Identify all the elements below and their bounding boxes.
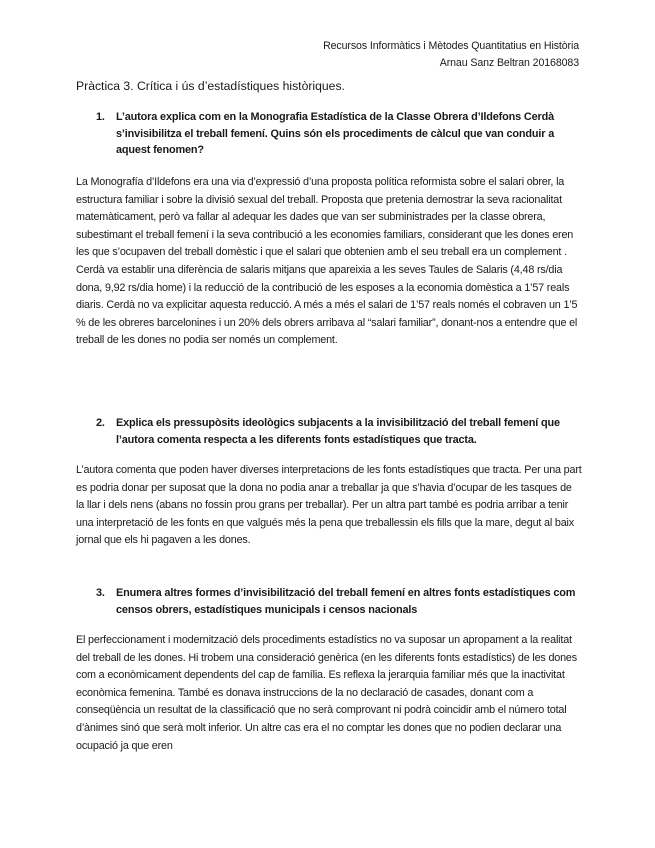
document-header [323, 38, 579, 71]
question-1-text: L’autora explica com en la Monografia Estadística de la Classe Obrera d’Ildefons Cerdà s’invisibilitza el treball femení. Quins són els procediments de càlcul que van conduir a aquest fenomen? [116, 111, 555, 157]
question-3 [96, 585, 582, 618]
question-1-number: 1. [96, 111, 105, 123]
answer-3: El perfeccionament i modernització dels procediments estadístics no va suposar un apropament a la realitat del treball de les dones. Hi trobem una consideració genèrica (en les diferents fonts estadístics) de les dones com a econòmicament dependents del cap de família. Es reflexa la jerarquia familiar més que la inactivitat econòmica femenina. També es donava instruccions de la no declaració de casades, donant com a conseqüència un resultat de la classificació que no serà comprovant ni podrà coincidir amb el número total d’ànimes sinó que serà molt inferior. Un altre cas era el no comptar les dones que no podien declarar una ocupació ja que eren [76, 634, 577, 752]
question-3-number: 3. [96, 587, 105, 599]
answer-2: L’autora comenta que poden haver diverses interpretacions de les fonts estadístiques que tracta. Per una part es podria donar per suposat que la dona no podia anar a treballar ja que s’havia d’ocupar de les tasques de la llar i dels nens (abans no fossin prou grans per treballar). Per un altra part també es podria arribar a tenir una interpretació de les fonts en que valgués més la pena que treballessin els fills que la mare, degut al baix jornal que els hi pagaven a les dones. [76, 464, 582, 547]
question-2 [96, 415, 582, 448]
author-line: Arnau Sanz Beltran 20168083 [439, 56, 579, 69]
answer-1: La Monografía d’Ildefons era una via d’expressió d’una proposta política reformista sobre el salari obrer, la estructura familiar i sobre la divisió sexual del treball. Proposta que pretenia demostrar la seva racionalitat matemàticament, però va fallar al adequar les dades que van ser subministrades per la classe obrera, subestimant el treball femení i la seva contribució a les economies familiars, considerant que les dones eren les que s’ocupaven del treball domèstic i que el salari que obtenien amb el seu treball era un complement . Cerdà va establir una diferència de salaris mitjans que apareixia a les seves Taules de Salaris (4,48 rs/dia dona, 9,92 rs/dia home) i la reducció de la contribució de les esposes a la economia domèstica a 1’57 reals diaris. Cerdà no va explicitar aquesta reducció. A més a més el salari de 1’57 reals només el cobraven un 1’5 % de les obreres barcelonines i un 20% dels obrers arribava al “salari familiar”, donant-nos a entendre que el treball de les dones no podia ser només un complement. [76, 176, 578, 347]
question-2-number: 2. [96, 417, 105, 429]
question-3-text: Enumera altres formes d’invisibilització del treball femení en altres fonts estadístiques com censos obrers, estadístiques municipals i censos nacionals [116, 587, 576, 616]
practice-title: Pràctica 3. Crítica i ús d’estadístiques històriques. [76, 79, 345, 93]
course-name: Recursos Informàtics i Mètodes Quantitatius en Història [323, 40, 579, 52]
question-1 [96, 109, 582, 159]
question-2-text: Explica els pressupòsits ideològics subjacents a la invisibilització del treball femení que l’autora comenta respecta a les diferents fonts estadístiques que tracta. [116, 417, 560, 446]
